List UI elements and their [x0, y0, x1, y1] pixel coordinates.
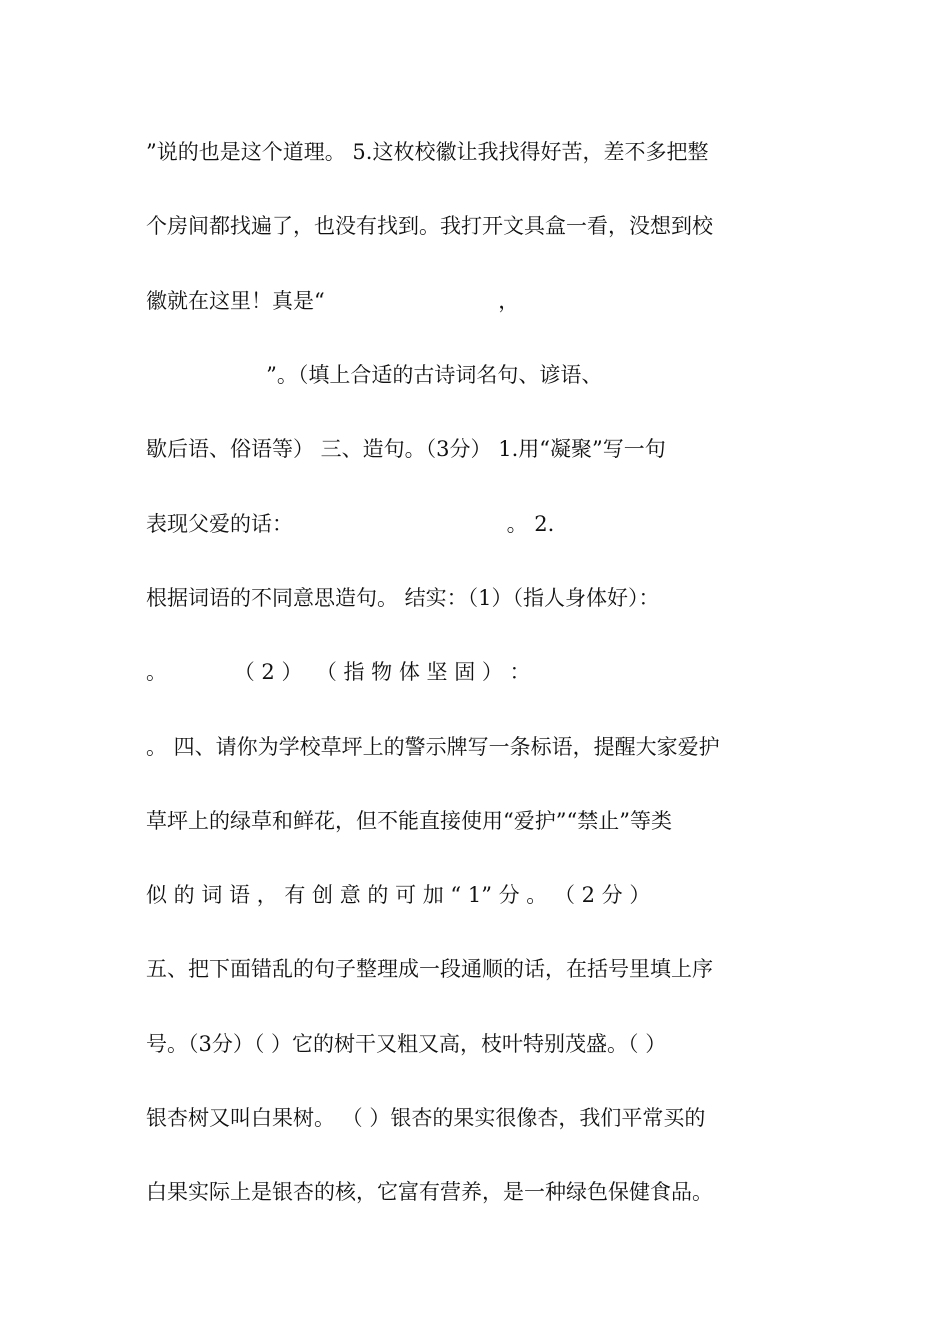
text-line: 徽就在这里！真是“ ，: [146, 289, 520, 313]
text-line: 。 （ 2 ） （ 指 物 体 坚 固 ） ：: [146, 660, 531, 684]
text-line: 银杏树又叫白果树。 （ ）银杏的果实很像杏，我们平常买的: [146, 1106, 706, 1130]
text-line: 似 的 词 语 ， 有 创 意 的 可 加 “ 1” 分 。 （ 2 分 ）: [146, 883, 651, 907]
text-line: ”说的也是这个道理。 5.这枚校徽让我找得好苦，差不多把整: [146, 140, 709, 164]
text-line: 号。（3分）（ ）它的树干又粗又高，枝叶特别茂盛。（ ）: [146, 1032, 667, 1056]
text-line: 五、把下面错乱的句子整理成一段通顺的话，在括号里填上序: [146, 957, 713, 981]
text-line: 表现父爱的话： 。 2.: [146, 512, 555, 536]
text-line: ”。（填上合适的古诗词名句、谚语、: [146, 363, 603, 387]
text-line: 根据词语的不同意思造句。 结实：（1）（指人身体好）：: [146, 586, 660, 610]
text-line: 草坪上的绿草和鲜花，但不能直接使用“爱护”“禁止”等类: [146, 809, 672, 833]
text-line: 个房间都找遍了，也没有找到。我打开文具盒一看，没想到校: [146, 214, 713, 238]
text-line: 歇后语、俗语等） 三、造句。（3分） 1.用“凝聚”写一句: [146, 437, 666, 461]
text-line: 白果实际上是银杏的核，它富有营养，是一种绿色保健食品。: [146, 1180, 713, 1204]
text-line: 。 四、请你为学校草坪上的警示牌写一条标语，提醒大家爱护: [146, 735, 720, 759]
